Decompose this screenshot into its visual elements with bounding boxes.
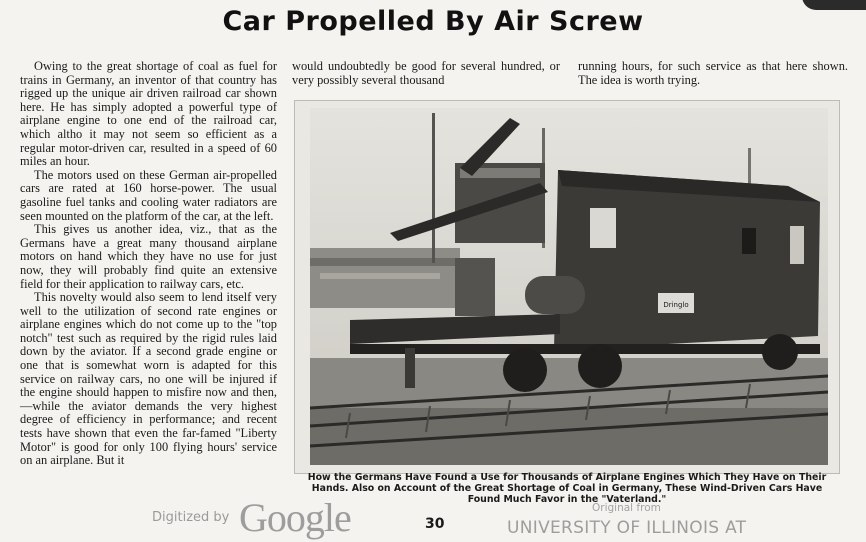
left-column — [20, 60, 277, 468]
paragraph-2: The motors used on these German air-propelled cars are rated at 160 horse-power. The usual gasoline fuel tanks and cooling water radiators are seen mounted on the platform of the car, at the left. — [20, 167, 277, 223]
original-from-watermark: Original from — [592, 502, 661, 514]
middle-column-text: would undoubtedly be good for several hundred, or very possibly several thousand — [292, 59, 560, 87]
paragraph-4: This novelty would also seem to lend itself very well to the utilization of second rate engines or airplane engines which do not come up to the "top notch" test such as required by the rigid rules laid down by the aviator. If a second grade engine or one that is somewhat worn is adapted for this service on railway cars, no one will be injured if the engine should happen to misfire now and then,—while the aviator demands the very highest degree of efficiency in performance; and recent tests have shown that even the far-famed "Liberty Motor" is good for only 100 flying hours' service on an airplane. But it — [20, 290, 277, 468]
university-watermark: UNIVERSITY OF ILLINOIS AT — [507, 518, 747, 538]
page-number: 30 — [425, 516, 445, 532]
paragraph-1: Owing to the great shortage of coal as fuel for trains in Germany, an inventor of that country has rigged up the unique air driven railroad car shown here. He has simply adopted a powerful type of airplane engine to one end of the railroad car, which altho it may not seem so efficient as a regular motor-driven car, resulted in a speed of 60 miles an hour. — [20, 59, 277, 169]
digitized-by-watermark: Digitized by — [152, 510, 230, 525]
google-watermark: Google — [239, 495, 351, 540]
car-sign: Dringlo — [663, 301, 689, 309]
photo-caption: How the Germans Have Found a Use for Thousands of Airplane Engines Which They Have on Their Hands. Also on Account of the Great Shortage of Coal in Germany, These Wind-Driven Cars Have Found Much Favor in the "Vaterland." — [307, 472, 827, 505]
air-screw-railcar-photo — [310, 108, 828, 465]
paragraph-3: This gives us another idea, viz., that as the Germans have a great many thousand airplane motors on hand which they have no use for just now, they will probably find quite an extensive field for their application to railway cars, etc. — [20, 222, 277, 291]
article-title: Car Propelled By Air Screw — [222, 6, 644, 37]
right-column-text: running hours, for such service as that here shown. The idea is worth trying. — [578, 59, 848, 87]
